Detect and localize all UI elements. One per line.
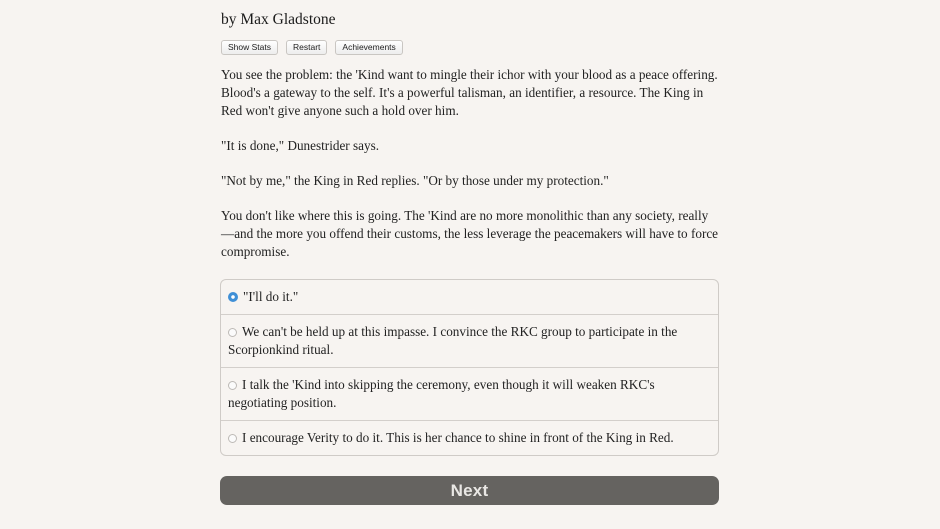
next-button[interactable]: Next xyxy=(220,476,719,505)
author-byline: by Max Gladstone xyxy=(221,11,336,28)
achievements-button[interactable]: Achievements xyxy=(335,40,402,55)
passage-paragraph: You don't like where this is going. The 'Kind are no more monolithic than any society, really—and the more you offend their customs, the less leverage the peacemakers will have to force compromise. xyxy=(221,208,719,259)
toolbar xyxy=(221,40,403,55)
choice-option-3[interactable] xyxy=(221,367,718,420)
choice-option-4[interactable] xyxy=(221,420,718,455)
choice-option-1[interactable] xyxy=(221,280,718,314)
radio-unselected-icon[interactable] xyxy=(228,434,237,443)
choice-label: "I'll do it." xyxy=(243,289,299,304)
passage-paragraph: You see the problem: the 'Kind want to mingle their ichor with your blood as a peace offering. Blood's a gateway to the self. It's a powerful talisman, an identifier, a resource. The King in Red won't give anyone such a hold over him. xyxy=(221,67,718,118)
choice-label: We can't be held up at this impasse. I convince the RKC group to participate in the Scorpionkind ritual. xyxy=(228,324,678,357)
radio-selected-icon[interactable] xyxy=(228,292,238,302)
radio-unselected-icon[interactable] xyxy=(228,328,237,337)
passage-paragraph: "Not by me," the King in Red replies. "Or by those under my protection." xyxy=(221,173,609,188)
choice-label: I encourage Verity to do it. This is her chance to shine in front of the King in Red. xyxy=(242,430,674,445)
show-stats-button[interactable]: Show Stats xyxy=(221,40,278,55)
story-passage xyxy=(221,66,721,278)
choice-list xyxy=(220,279,719,456)
restart-button[interactable]: Restart xyxy=(286,40,327,55)
radio-unselected-icon[interactable] xyxy=(228,381,237,390)
passage-paragraph: "It is done," Dunestrider says. xyxy=(221,138,379,153)
choice-option-2[interactable] xyxy=(221,314,718,367)
choice-label: I talk the 'Kind into skipping the ceremony, even though it will weaken RKC's negotiating position. xyxy=(228,377,655,410)
